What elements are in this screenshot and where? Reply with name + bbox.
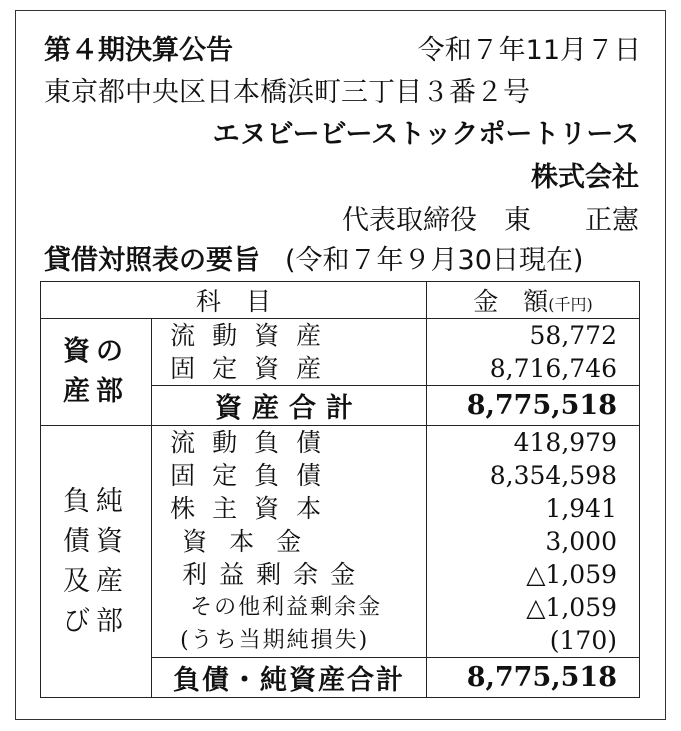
notice-title: 第４期決算公告	[44, 35, 233, 66]
notice-date: 令和７年11月７日	[417, 35, 641, 66]
header-amount-label: 金 額	[473, 287, 549, 316]
section-label-line: 及産	[63, 565, 130, 597]
list-item: 株主資本	[170, 494, 339, 523]
assets-section-label	[41, 319, 152, 426]
liabilities-total-label: 負債・純資産合計	[152, 658, 427, 698]
list-item: 固定資産	[170, 354, 339, 383]
section-label-line: 負純	[63, 485, 130, 517]
summary-as-of: (令和７年９月30日現在)	[285, 245, 584, 276]
liabilities-section-label	[41, 426, 152, 698]
liabilities-rows	[41, 426, 640, 658]
list-item: その他利益剰余金	[190, 595, 383, 620]
value-cell: 1,941	[545, 494, 617, 523]
list-item: 利益剰余金	[182, 560, 368, 589]
list-item: (うち当期純損失)	[180, 628, 370, 653]
header-unit: (千円)	[548, 295, 593, 314]
liabilities-total-value: 8,775,518	[426, 658, 639, 698]
assets-total-label: 資産合計	[152, 386, 427, 426]
value-cell: 3,000	[545, 527, 617, 556]
value-cell: 8,354,598	[489, 461, 617, 490]
list-item: 流動資産	[170, 321, 339, 350]
header-amount	[426, 282, 639, 319]
table-header	[41, 282, 640, 319]
assets-rows	[41, 319, 640, 386]
section-label-line: 債資	[63, 525, 130, 557]
section-label-line: び部	[63, 605, 130, 637]
assets-total-value: 8,775,518	[426, 386, 639, 426]
assets-values	[426, 319, 639, 386]
balance-sheet-table	[40, 281, 640, 698]
value-cell: 58,772	[529, 321, 617, 350]
assets-items	[152, 319, 427, 386]
value-cell: (170)	[549, 626, 617, 655]
representative: 代表取締役 東 正憲	[342, 205, 639, 236]
liabilities-values	[426, 426, 639, 658]
value-cell: 418,979	[513, 428, 617, 457]
list-item: 固定負債	[170, 461, 339, 490]
header-item: 科 目	[41, 282, 427, 319]
list-item: 資本金	[182, 527, 324, 556]
value-cell: 8,716,746	[489, 354, 617, 383]
company-address: 東京都中央区日本橋浜町三丁目３番２号	[44, 77, 530, 108]
list-item: 流動負債	[170, 428, 339, 457]
value-cell: △1,059	[526, 560, 617, 589]
section-label-line: 産部	[63, 376, 130, 407]
company-name: エヌビービーストックポートリース	[212, 119, 639, 150]
value-cell: △1,059	[526, 593, 617, 622]
section-label-line: 資の	[63, 336, 130, 367]
corp-type: 株式会社	[531, 162, 639, 193]
liabilities-items	[152, 426, 427, 658]
summary-title: 貸借対照表の要旨	[44, 245, 260, 276]
